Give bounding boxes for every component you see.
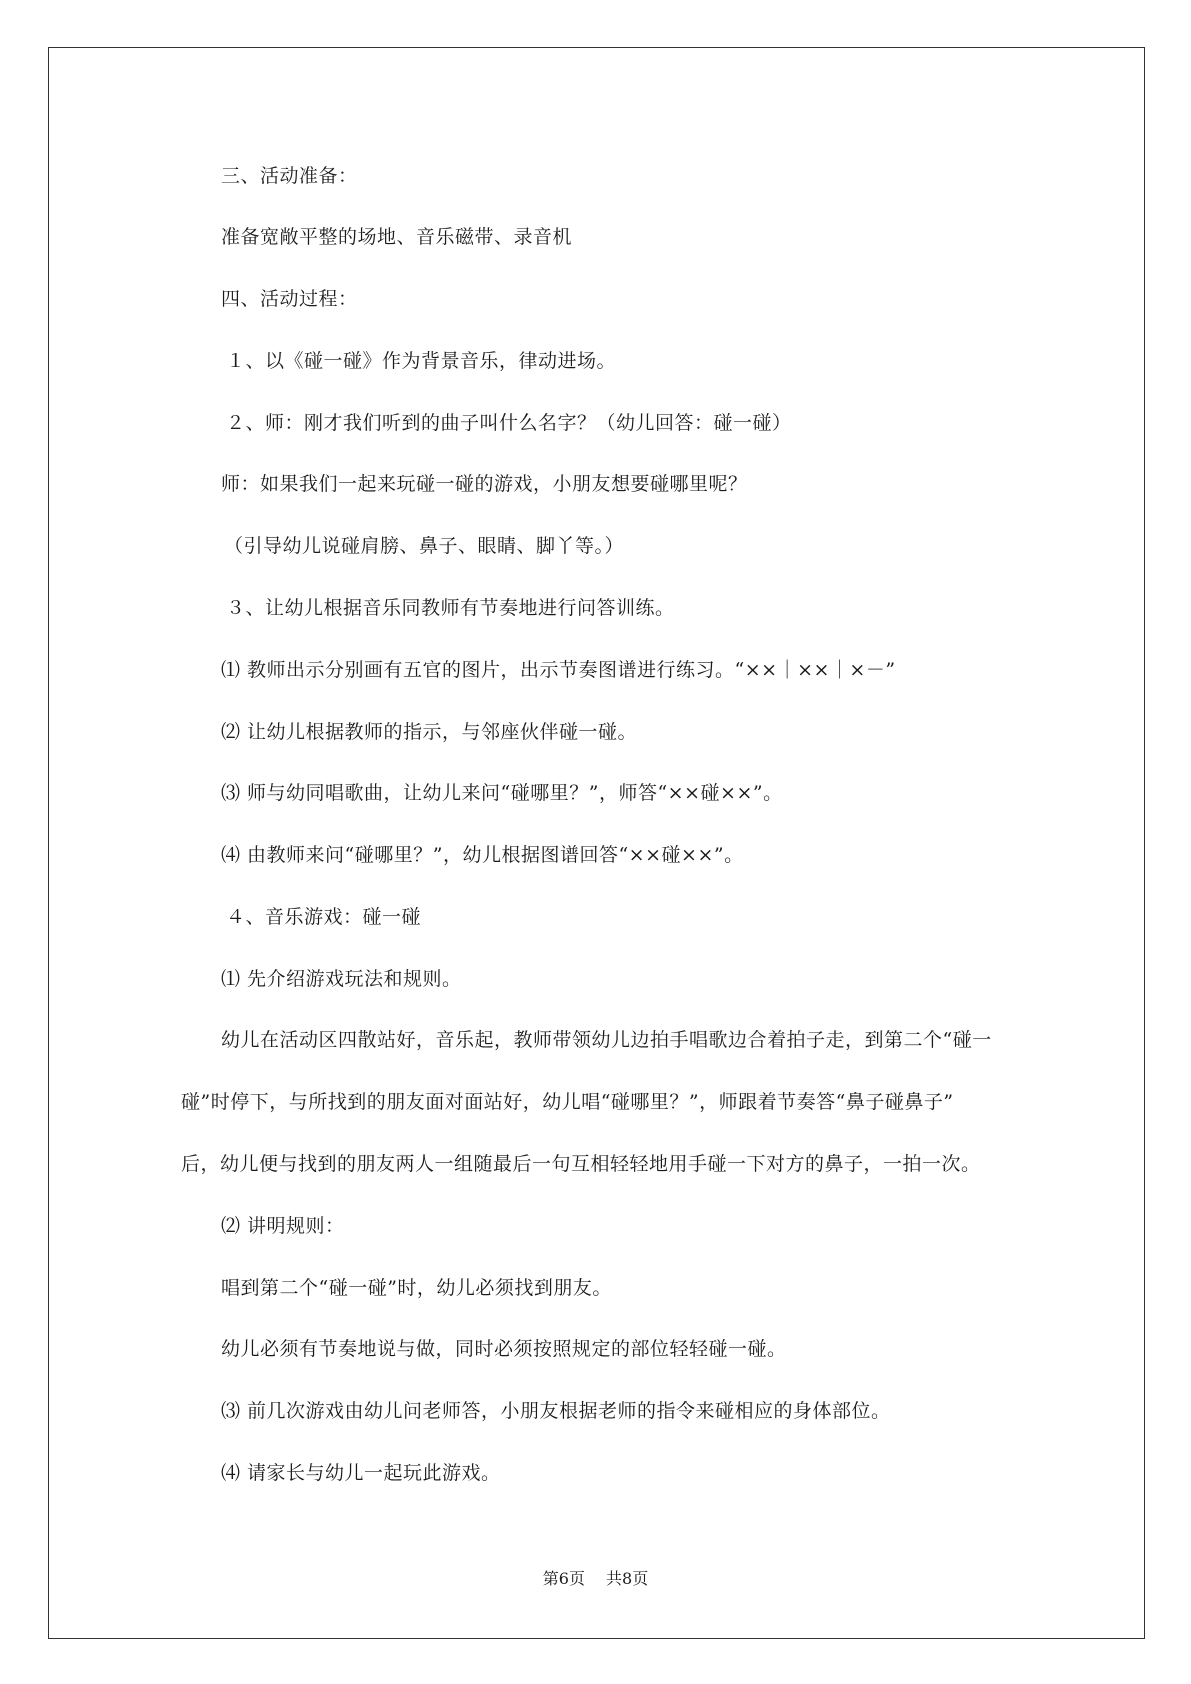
- sub-item-4-2: ⑵ 讲明规则：: [221, 1215, 345, 1237]
- sub-item-3-1: ⑴ 教师出示分别画有五官的图片，出示节奏图谱进行练习。“××｜××｜×－”: [221, 659, 896, 681]
- paragraph-game-description-line-3: 后，幼儿便与找到的朋友两人一组随最后一句互相轻轻地用手碰一下对方的鼻子，一拍一次。: [181, 1153, 981, 1175]
- sub-item-3-2: ⑵ 让幼儿根据教师的指示，与邻座伙伴碰一碰。: [221, 721, 638, 743]
- sub-item-4-4: ⑷ 请家长与幼儿一起玩此游戏。: [221, 1462, 501, 1484]
- rule-2: 幼儿必须有节奏地说与做，同时必须按照规定的部位轻轻碰一碰。: [221, 1338, 787, 1360]
- sub-item-4-3: ⑶ 前几次游戏由幼儿问老师答，小朋友根据老师的指令来碰相应的身体部位。: [221, 1400, 891, 1422]
- sub-item-3-3: ⑶ 师与幼同唱歌曲，让幼儿来问“碰哪里？”，师答“××碰××”。: [221, 782, 783, 804]
- section-heading-process: 四、活动过程：: [221, 288, 358, 310]
- step-1: １、以《碰一碰》作为背景音乐，律动进场。: [226, 350, 617, 372]
- sub-item-3-4: ⑷ 由教师来问“碰哪里？”，幼儿根据图谱回答“××碰××”。: [221, 844, 744, 866]
- page-number-total: 共8页: [606, 1569, 649, 1588]
- paragraph-preparation-items: 准备宽敞平整的场地、音乐磁带、录音机: [221, 226, 573, 248]
- page-number-current: 第6页: [542, 1569, 585, 1588]
- paragraph-game-description-line-1: 幼儿在活动区四散站好，音乐起，教师带领幼儿边拍手唱歌边合着拍子走，到第二个“碰一: [221, 1029, 992, 1051]
- paragraph-teacher-question: 师：如果我们一起来玩碰一碰的游戏，小朋友想要碰哪里呢？: [221, 473, 748, 495]
- page-footer: [0, 1569, 1191, 1589]
- paragraph-game-description-line-2: 碰”时停下，与所找到的朋友面对面站好，幼儿唱“碰哪里？”，师跟着节奏答“鼻子碰鼻子”: [181, 1091, 954, 1113]
- sub-item-4-1: ⑴ 先介绍游戏玩法和规则。: [221, 968, 462, 990]
- step-4: ４、音乐游戏：碰一碰: [226, 906, 422, 928]
- step-2: ２、师：刚才我们听到的曲子叫什么名字？（幼儿回答：碰一碰）: [226, 412, 792, 434]
- step-3: ３、让幼儿根据音乐同教师有节奏地进行问答训练。: [226, 597, 675, 619]
- section-heading-preparation: 三、活动准备：: [221, 165, 358, 187]
- rule-1: 唱到第二个“碰一碰”时，幼儿必须找到朋友。: [221, 1277, 612, 1299]
- paragraph-guidance-note: （引导幼儿说碰肩膀、鼻子、眼睛、脚丫等。）: [224, 535, 625, 557]
